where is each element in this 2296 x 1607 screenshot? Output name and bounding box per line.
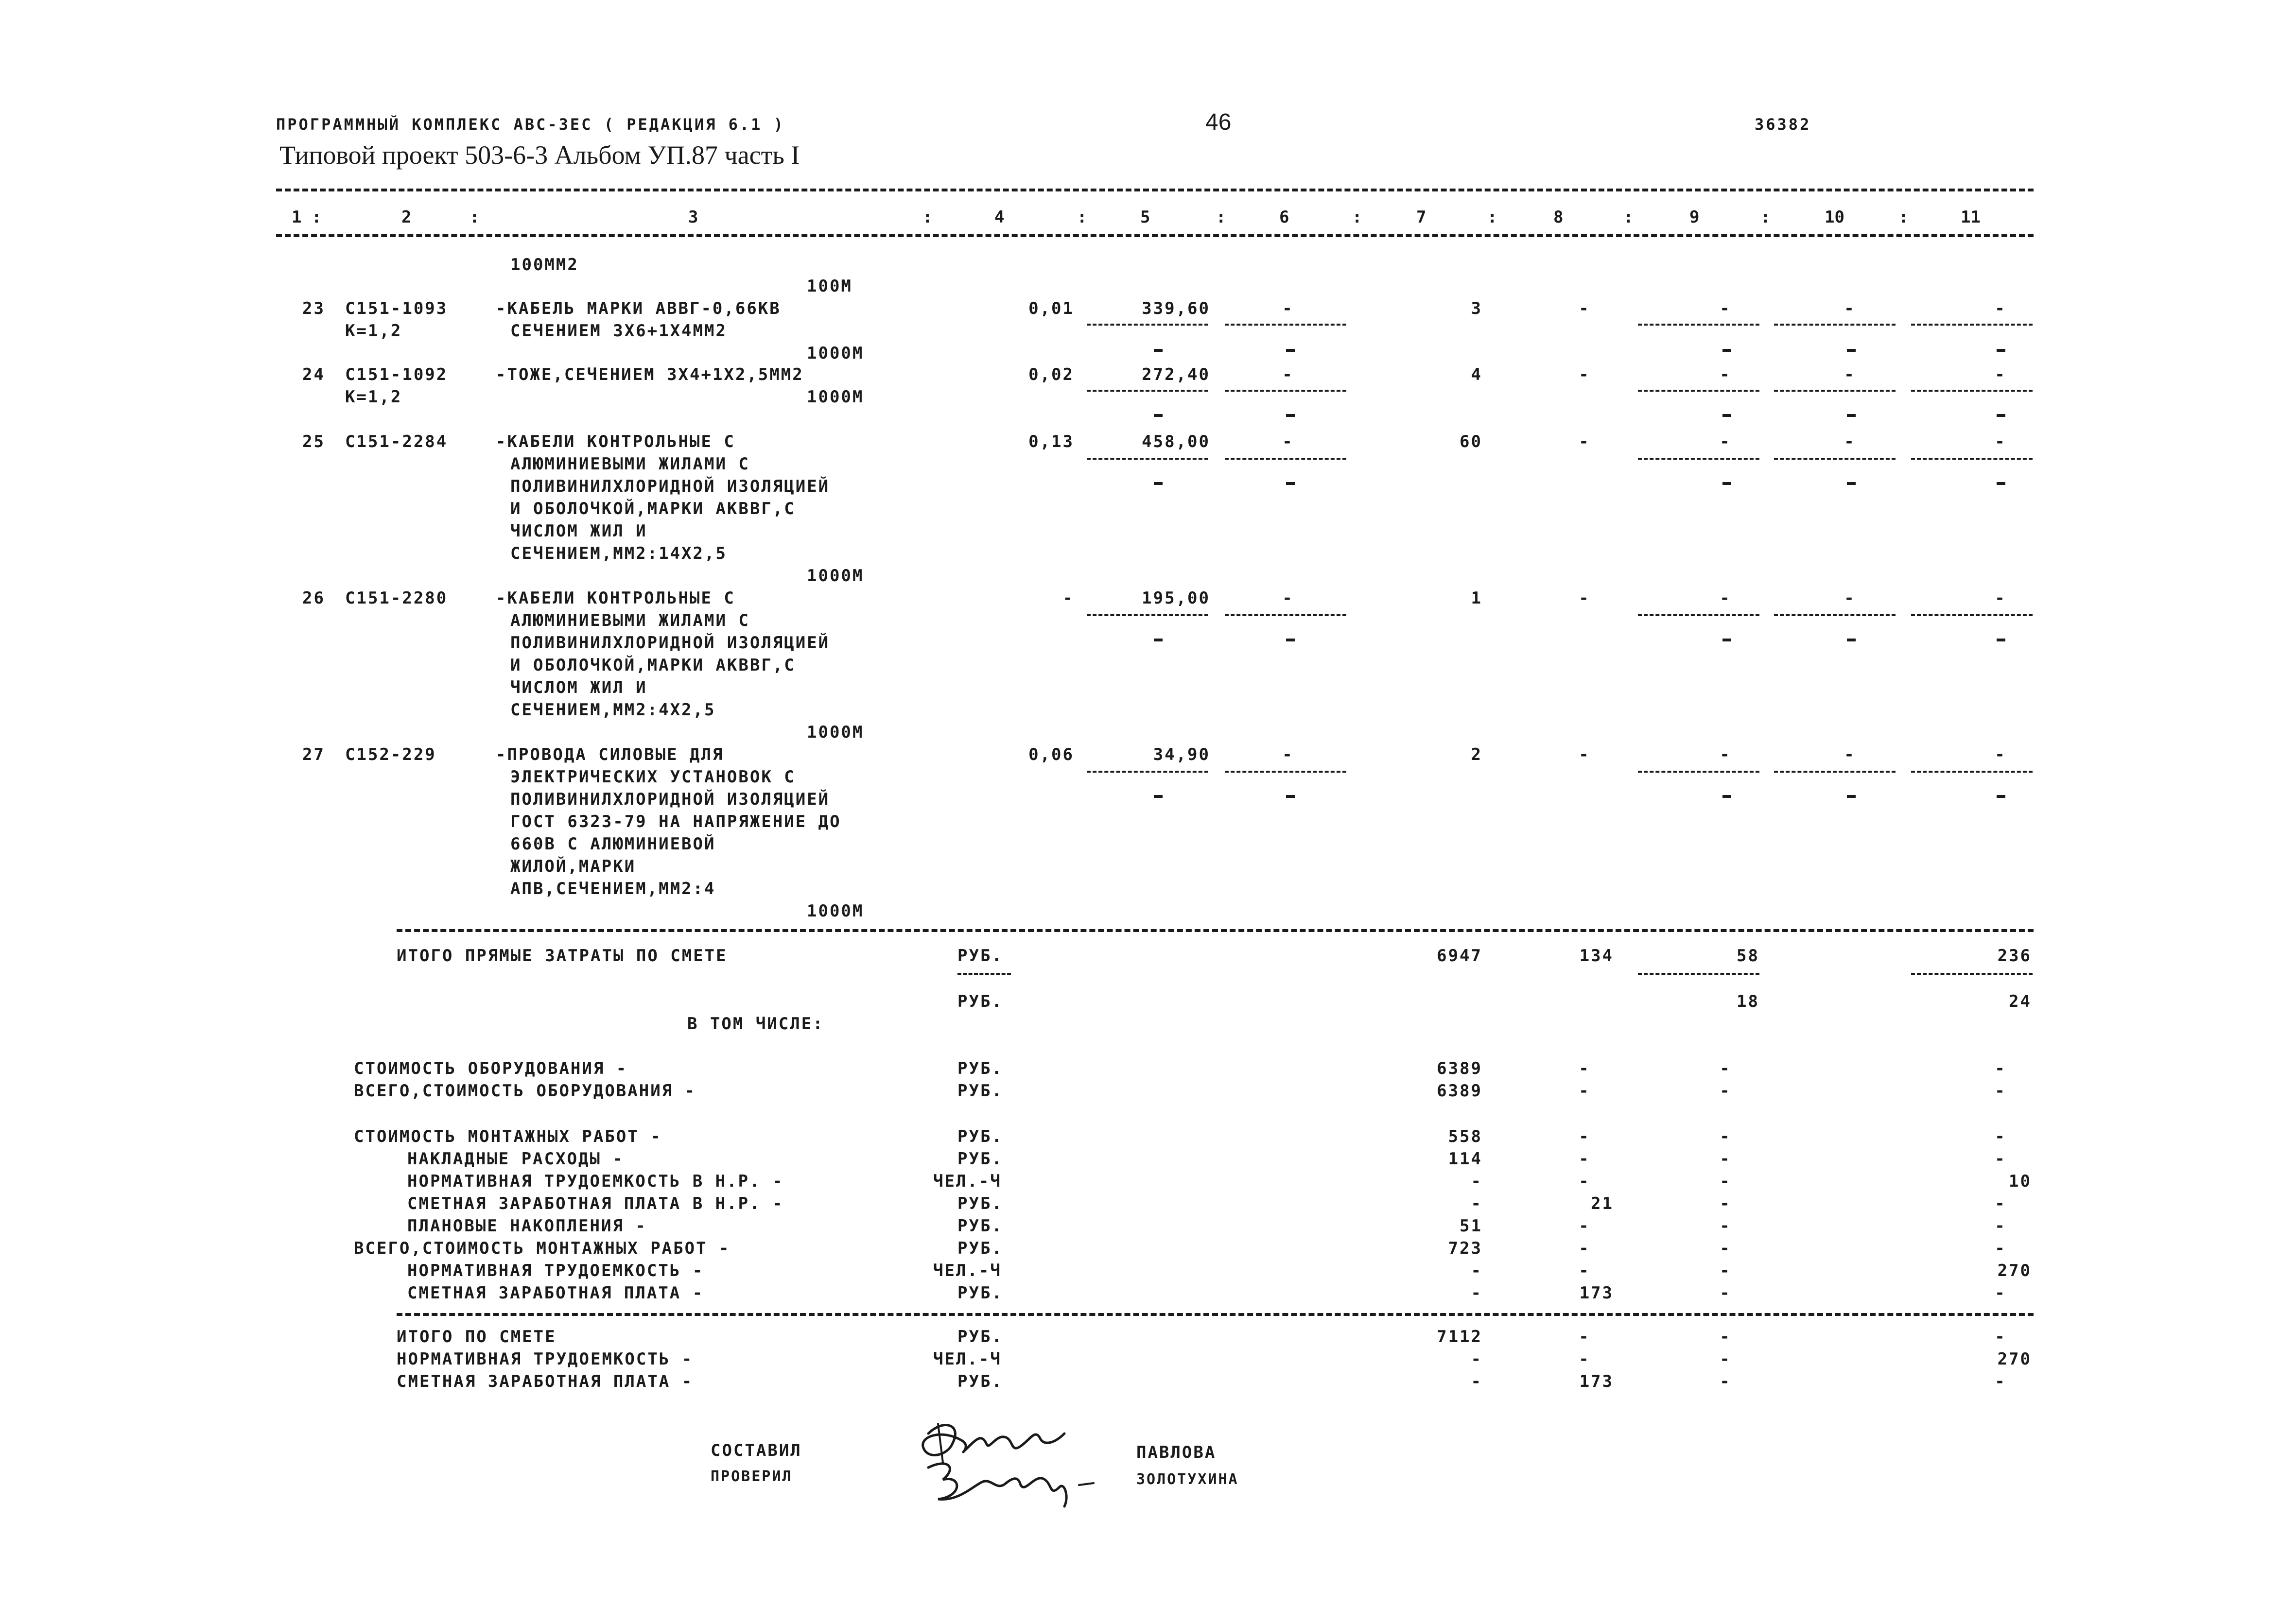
row-description-line: СЕЧЕНИЕМ,ММ2:4Х2,5 <box>510 700 716 720</box>
breakdown-unit: РУБ. <box>957 1059 1003 1078</box>
breakdown-col11: - <box>1995 1239 2006 1258</box>
row-col9: - <box>1720 432 1731 451</box>
sub-dash <box>1847 349 1856 352</box>
breakdown-col8: 21 <box>1591 1194 1614 1213</box>
breakdown-unit: РУБ. <box>957 1149 1003 1169</box>
col-sep: : <box>1352 207 1362 227</box>
final-label: СМЕТНАЯ ЗАРАБОТНАЯ ПЛАТА - <box>397 1372 694 1391</box>
breakdown-col11: - <box>1995 1127 2006 1146</box>
final-col11: - <box>1995 1372 2006 1391</box>
totals-sub-col9: 18 <box>1737 992 1759 1011</box>
row-description-line: 660В С АЛЮМИНИЕВОЙ <box>510 834 716 854</box>
row-col11: - <box>1995 745 2006 764</box>
row-col8: - <box>1579 432 1590 451</box>
sub-rule <box>1087 771 1208 773</box>
row-quantity: 0,13 <box>1028 432 1074 451</box>
final-col8: 173 <box>1579 1372 1614 1391</box>
row-unit-price: 195,00 <box>1142 588 1210 608</box>
breakdown-col7: 558 <box>1448 1127 1482 1146</box>
final-col9: - <box>1720 1372 1731 1391</box>
sub-rule <box>1087 458 1208 460</box>
breakdown-col8: - <box>1579 1261 1590 1280</box>
row-description-line: ГОСТ 6323-79 НА НАПРЯЖЕНИЕ ДО <box>510 812 841 831</box>
program-header: ПРОГРАММНЫЙ КОМПЛЕКС АВС-ЗЕС ( РЕДАКЦИЯ 6.1 ) <box>276 115 785 134</box>
breakdown-label: ПЛАНОВЫЕ НАКОПЛЕНИЯ - <box>407 1216 647 1236</box>
sub-dash <box>1154 414 1163 417</box>
sub-rule <box>1774 458 1896 460</box>
row-unit-price: 339,60 <box>1142 299 1210 318</box>
row-col7: 3 <box>1471 299 1482 318</box>
compiled-by-name: ПАВЛОВА <box>1136 1443 1217 1462</box>
breakdown-unit: РУБ. <box>957 1127 1003 1146</box>
breakdown-label: ВСЕГО,СТОИМОСТЬ МОНТАЖНЫХ РАБОТ - <box>354 1239 731 1258</box>
row-col6: - <box>1282 588 1294 608</box>
col-sep: : <box>1898 207 1909 227</box>
row-col7: 60 <box>1460 432 1482 451</box>
sub-dash <box>1722 482 1731 485</box>
breakdown-col9: - <box>1720 1172 1731 1191</box>
breakdown-label: СМЕТНАЯ ЗАРАБОТНАЯ ПЛАТА В Н.Р. - <box>407 1194 784 1213</box>
breakdown-col7: 723 <box>1448 1239 1482 1258</box>
row-description-line: ЭЛЕКТРИЧЕСКИХ УСТАНОВОК С <box>510 767 796 787</box>
col-header-4: 4 <box>994 207 1005 227</box>
sub-rule <box>1911 771 2033 773</box>
sub-dash <box>1722 349 1731 352</box>
row-quantity: - <box>1062 588 1074 608</box>
sub-rule <box>1638 458 1759 460</box>
final-unit: ЧЕЛ.-Ч <box>933 1349 1002 1369</box>
breakdown-col8: - <box>1579 1059 1590 1078</box>
col-header-8: 8 <box>1553 207 1564 227</box>
row-col6: - <box>1282 745 1294 764</box>
header-bottom-rule <box>276 234 2034 237</box>
row-code: С151-2284 <box>345 432 448 451</box>
row-unit-price: 272,40 <box>1142 365 1210 384</box>
row-description-line: И ОБОЛОЧКОЙ,МАРКИ АКВВГ,С <box>510 656 796 675</box>
breakdown-label: НОРМАТИВНАЯ ТРУДОЕМКОСТЬ - <box>407 1261 704 1280</box>
row-col10: - <box>1844 299 1856 318</box>
row-col6: - <box>1282 432 1294 451</box>
breakdown-col9: - <box>1720 1239 1731 1258</box>
row-col10: - <box>1844 745 1856 764</box>
row-description-line: АПВ,СЕЧЕНИЕМ,ММ2:4 <box>510 879 716 899</box>
final-unit: РУБ. <box>957 1327 1003 1347</box>
breakdown-col11: - <box>1995 1194 2006 1213</box>
sub-rule <box>1638 973 1759 975</box>
row-description-line: -ТОЖЕ,СЕЧЕНИЕМ 3Х4+1Х2,5ММ2 <box>496 365 804 384</box>
row-code: С151-2280 <box>345 588 448 608</box>
row-col11: - <box>1995 299 2006 318</box>
row-col8: - <box>1579 745 1590 764</box>
sub-dash <box>1154 795 1163 798</box>
sub-rule <box>1087 390 1208 392</box>
breakdown-col11: 270 <box>1997 1261 2032 1280</box>
sub-rule <box>1225 614 1346 616</box>
row-col8: - <box>1579 365 1590 384</box>
breakdown-unit: РУБ. <box>957 1283 1003 1303</box>
row-col9: - <box>1720 588 1731 608</box>
final-col11: 270 <box>1997 1349 2032 1369</box>
breakdown-label: ВСЕГО,СТОИМОСТЬ ОБОРУДОВАНИЯ - <box>354 1081 696 1101</box>
sub-rule <box>1225 324 1346 326</box>
totals-direct-col8: 134 <box>1579 946 1614 966</box>
sub-dash <box>1722 414 1731 417</box>
row-code: С151-1092 <box>345 365 448 384</box>
sub-rule <box>1911 973 2033 975</box>
breakdown-col9: - <box>1720 1059 1731 1078</box>
row-quantity: 0,01 <box>1028 299 1074 318</box>
sub-dash <box>1154 482 1163 485</box>
checked-by-label: ПРОВЕРИЛ <box>711 1468 793 1485</box>
carry-over-unit: 100ММ2 <box>510 255 579 275</box>
breakdown-label: НОРМАТИВНАЯ ТРУДОЕМКОСТЬ В Н.Р. - <box>407 1172 784 1191</box>
final-label: НОРМАТИВНАЯ ТРУДОЕМКОСТЬ - <box>397 1349 694 1369</box>
row-description-line: ПОЛИВИНИЛХЛОРИДНОЙ ИЗОЛЯЦИЕЙ <box>510 477 830 496</box>
sub-rule <box>1638 390 1759 392</box>
row-number: 23 <box>302 299 325 318</box>
col-header-9: 9 <box>1689 207 1700 227</box>
sub-dash <box>1286 482 1295 485</box>
breakdown-unit: РУБ. <box>957 1081 1003 1101</box>
row-col8: - <box>1579 299 1590 318</box>
row-col7: 1 <box>1471 588 1482 608</box>
breakdown-col8: 173 <box>1579 1283 1614 1303</box>
col-header-11: 11 <box>1961 207 1981 227</box>
row-description-line: СЕЧЕНИЕМ,ММ2:14Х2,5 <box>510 544 727 563</box>
breakdown-col8: - <box>1579 1172 1590 1191</box>
totals-sub-unit: РУБ. <box>957 992 1003 1011</box>
sub-dash <box>1722 795 1731 798</box>
sub-dash <box>1997 639 2005 641</box>
compiled-by-label: СОСТАВИЛ <box>711 1441 802 1460</box>
col-header-2: 2 <box>401 207 412 227</box>
sub-rule <box>1911 324 2033 326</box>
breakdown-unit: РУБ. <box>957 1239 1003 1258</box>
breakdown-col9: - <box>1720 1127 1731 1146</box>
final-col9: - <box>1720 1327 1731 1347</box>
final-col8: - <box>1579 1349 1590 1369</box>
sub-dash <box>1722 639 1731 641</box>
breakdown-label: СТОИМОСТЬ МОНТАЖНЫХ РАБОТ - <box>354 1127 662 1146</box>
row-unit: 1000М <box>807 723 864 742</box>
sub-rule <box>1638 614 1759 616</box>
final-col9: - <box>1720 1349 1731 1369</box>
breakdown-col11: - <box>1995 1149 2006 1169</box>
breakdown-col7: - <box>1471 1261 1482 1280</box>
breakdown-col11: - <box>1995 1059 2006 1078</box>
row-description-line: СЕЧЕНИЕМ 3Х6+1Х4ММ2 <box>510 321 727 341</box>
row-description-line: -КАБЕЛЬ МАРКИ АВВГ-0,66КВ <box>496 299 781 318</box>
breakdown-unit: РУБ. <box>957 1216 1003 1236</box>
row-quantity: 0,02 <box>1028 365 1074 384</box>
row-number: 27 <box>302 745 325 764</box>
sub-dash <box>1154 639 1163 641</box>
sub-dash <box>1997 414 2005 417</box>
row-unit-price: 34,90 <box>1153 745 1210 764</box>
breakdown-col9: - <box>1720 1081 1731 1101</box>
breakdown-col11: 10 <box>2009 1172 2032 1191</box>
col-sep: : <box>1216 207 1226 227</box>
breakdown-col9: - <box>1720 1216 1731 1236</box>
final-totals-rule <box>397 1313 2034 1316</box>
breakdown-unit: ЧЕЛ.-Ч <box>933 1261 1002 1280</box>
breakdown-col7: - <box>1471 1172 1482 1191</box>
row-col9: - <box>1720 745 1731 764</box>
sub-rule <box>1225 390 1346 392</box>
breakdown-col8: - <box>1579 1216 1590 1236</box>
final-col7: - <box>1471 1372 1482 1391</box>
sub-rule <box>1774 771 1896 773</box>
sub-dash <box>1997 795 2005 798</box>
sub-rule <box>1225 771 1346 773</box>
breakdown-col7: - <box>1471 1283 1482 1303</box>
row-description-line: ЖИЛОЙ,МАРКИ <box>510 857 636 876</box>
sub-rule <box>1225 458 1346 460</box>
col-header-10: 10 <box>1825 207 1844 227</box>
breakdown-unit: РУБ. <box>957 1194 1003 1213</box>
breakdown-col8: - <box>1579 1239 1590 1258</box>
row-col11: - <box>1995 432 2006 451</box>
breakdown-col7: - <box>1471 1194 1482 1213</box>
breakdown-label: СМЕТНАЯ ЗАРАБОТНАЯ ПЛАТА - <box>407 1283 704 1303</box>
breakdown-label: СТОИМОСТЬ ОБОРУДОВАНИЯ - <box>354 1059 628 1078</box>
final-col8: - <box>1579 1327 1590 1347</box>
sub-dash <box>1286 639 1295 641</box>
row-col10: - <box>1844 432 1856 451</box>
col-sep: : <box>1487 207 1497 227</box>
totals-direct-col7: 6947 <box>1437 946 1482 966</box>
including-heading: В ТОМ ЧИСЛЕ: <box>687 1014 824 1034</box>
row-col7: 2 <box>1471 745 1482 764</box>
row-col11: - <box>1995 365 2006 384</box>
row-description-line: ПОЛИВИНИЛХЛОРИДНОЙ ИЗОЛЯЦИЕЙ <box>510 633 830 653</box>
row-col6: - <box>1282 299 1294 318</box>
breakdown-col7: 114 <box>1448 1149 1482 1169</box>
totals-direct-col9: 58 <box>1737 946 1759 966</box>
row-unit: 1000М <box>807 901 864 921</box>
table-top-rule <box>276 189 2034 191</box>
col-sep: : <box>470 207 480 227</box>
row-unit: 1000М <box>807 566 864 586</box>
breakdown-col11: - <box>1995 1283 2006 1303</box>
row-description-line: -КАБЕЛИ КОНТРОЛЬНЫЕ С <box>496 588 735 608</box>
sub-rule <box>1638 771 1759 773</box>
row-col8: - <box>1579 588 1590 608</box>
checked-by-name: ЗОЛОТУХИНА <box>1136 1471 1239 1488</box>
row-col7: 4 <box>1471 365 1482 384</box>
sub-dash <box>1154 349 1163 352</box>
handwritten-signature-checked <box>919 1453 1123 1511</box>
breakdown-col9: - <box>1720 1149 1731 1169</box>
breakdown-col9: - <box>1720 1261 1731 1280</box>
sub-rule <box>1911 614 2033 616</box>
sub-rule <box>957 973 1011 975</box>
row-coefficient: К=1,2 <box>345 321 402 341</box>
sub-dash <box>1847 639 1856 641</box>
row-unit: 1000М <box>807 344 864 363</box>
col-sep: : <box>1077 207 1087 227</box>
row-description-line: И ОБОЛОЧКОЙ,МАРКИ АКВВГ,С <box>510 499 796 518</box>
col-header-3: 3 <box>688 207 698 227</box>
row-description-line: ПОЛИВИНИЛХЛОРИДНОЙ ИЗОЛЯЦИЕЙ <box>510 790 830 809</box>
sub-rule <box>1638 324 1759 326</box>
col-sep: : <box>922 207 933 227</box>
breakdown-label: НАКЛАДНЫЕ РАСХОДЫ - <box>407 1149 624 1169</box>
row-coefficient: К=1,2 <box>345 387 402 407</box>
col-sep: : <box>1623 207 1634 227</box>
final-col7: 7112 <box>1437 1327 1482 1347</box>
col-header-6: 6 <box>1279 207 1289 227</box>
row-description-line: -КАБЕЛИ КОНТРОЛЬНЫЕ С <box>496 432 735 451</box>
final-unit: РУБ. <box>957 1372 1003 1391</box>
row-code: С152-229 <box>345 745 436 764</box>
sub-dash <box>1997 482 2005 485</box>
col-header-1: 1 : <box>292 207 322 227</box>
final-col7: - <box>1471 1349 1482 1369</box>
row-description-line: ЧИСЛОМ ЖИЛ И <box>510 521 647 541</box>
row-description-line: -ПРОВОДА СИЛОВЫЕ ДЛЯ <box>496 745 724 764</box>
page-number: 46 <box>1205 109 1232 135</box>
row-unit-price: 458,00 <box>1142 432 1210 451</box>
sub-rule <box>1087 614 1208 616</box>
project-title: Типовой проект 503-6-3 Альбом УП.87 часть I <box>279 140 800 170</box>
sub-dash <box>1286 349 1295 352</box>
col-header-5: 5 <box>1140 207 1150 227</box>
totals-direct-unit: РУБ. <box>957 946 1003 966</box>
sub-rule <box>1087 324 1208 326</box>
breakdown-col8: - <box>1579 1149 1590 1169</box>
row-col9: - <box>1720 299 1731 318</box>
row-description-line: АЛЮМИНИЕВЫМИ ЖИЛАМИ С <box>510 454 750 474</box>
sub-dash <box>1997 349 2005 352</box>
sub-rule <box>1911 390 2033 392</box>
sub-dash <box>1847 414 1856 417</box>
sub-rule <box>1774 390 1896 392</box>
document-code: 36382 <box>1755 115 1811 134</box>
breakdown-unit: ЧЕЛ.-Ч <box>933 1172 1002 1191</box>
row-col10: - <box>1844 365 1856 384</box>
breakdown-col7: 6389 <box>1437 1059 1482 1078</box>
sub-rule <box>1774 614 1896 616</box>
sub-dash <box>1847 795 1856 798</box>
sub-rule <box>1911 458 2033 460</box>
row-col11: - <box>1995 588 2006 608</box>
breakdown-col8: - <box>1579 1127 1590 1146</box>
sub-dash <box>1286 414 1295 417</box>
sub-dash <box>1847 482 1856 485</box>
row-col9: - <box>1720 365 1731 384</box>
row-number: 26 <box>302 588 325 608</box>
breakdown-col7: 6389 <box>1437 1081 1482 1101</box>
col-header-7: 7 <box>1416 207 1426 227</box>
sub-rule <box>1774 324 1896 326</box>
breakdown-col11: - <box>1995 1216 2006 1236</box>
breakdown-col8: - <box>1579 1081 1590 1101</box>
row-description-line: АЛЮМИНИЕВЫМИ ЖИЛАМИ С <box>510 611 750 630</box>
row-code: С151-1093 <box>345 299 448 318</box>
final-col11: - <box>1995 1327 2006 1347</box>
totals-sub-col11: 24 <box>2009 992 2032 1011</box>
row-col10: - <box>1844 588 1856 608</box>
sub-dash <box>1286 795 1295 798</box>
breakdown-col11: - <box>1995 1081 2006 1101</box>
col-sep: : <box>1760 207 1771 227</box>
row-number: 24 <box>302 365 325 384</box>
row-col6: - <box>1282 365 1294 384</box>
row-description-line: ЧИСЛОМ ЖИЛ И <box>510 678 647 697</box>
totals-top-rule <box>397 929 2034 932</box>
breakdown-col9: - <box>1720 1283 1731 1303</box>
breakdown-col7: 51 <box>1460 1216 1482 1236</box>
breakdown-col9: - <box>1720 1194 1731 1213</box>
totals-direct-col11: 236 <box>1997 946 2032 966</box>
row-number: 25 <box>302 432 325 451</box>
carry-over-measure: 100М <box>807 276 852 296</box>
final-label: ИТОГО ПО СМЕТЕ <box>397 1327 557 1347</box>
row-quantity: 0,06 <box>1028 745 1074 764</box>
row-unit: 1000М <box>807 387 864 407</box>
totals-direct-label: ИТОГО ПРЯМЫЕ ЗАТРАТЫ ПО СМЕТЕ <box>397 946 728 966</box>
